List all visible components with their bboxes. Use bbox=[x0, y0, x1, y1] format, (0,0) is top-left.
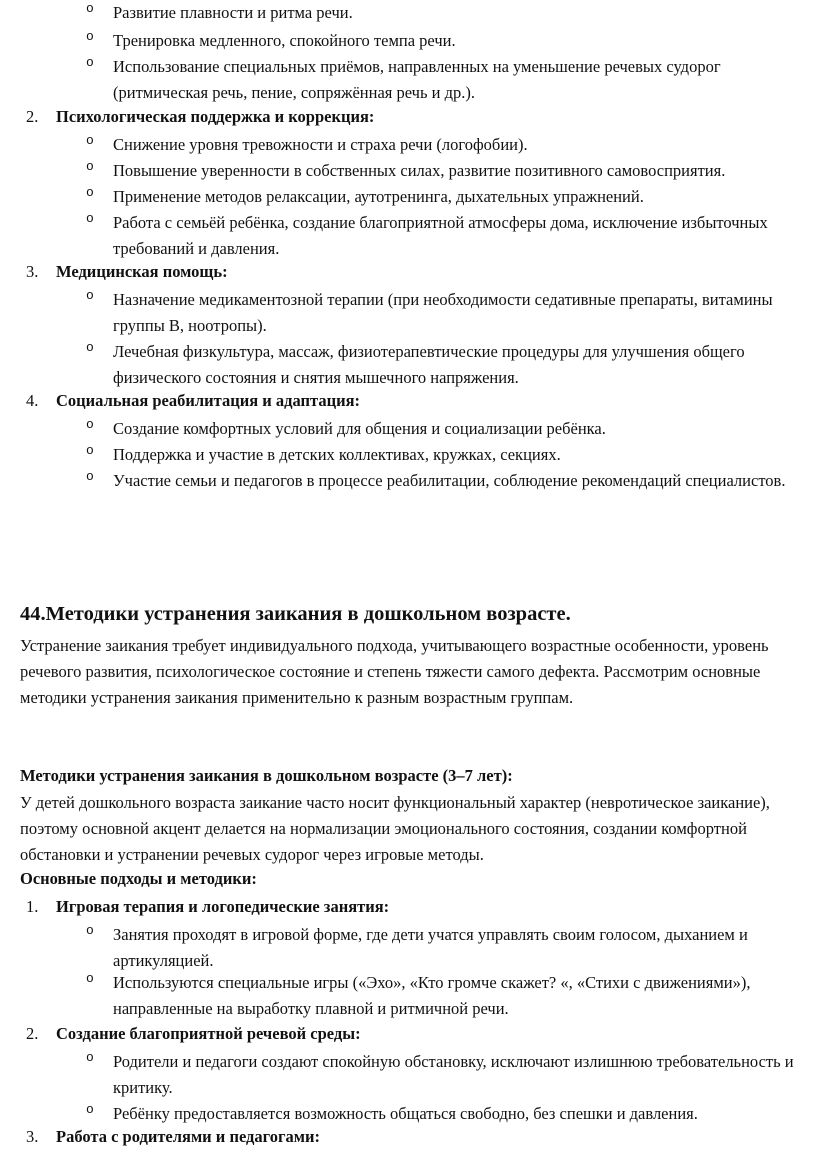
list-item-text: Занятия проходят в игровой форме, где дети учатся управлять своим голосом, дыханием и артикуляцией. bbox=[113, 925, 748, 970]
item-heading: Психологическая поддержка и коррекция: bbox=[56, 107, 375, 126]
item-number: 2. bbox=[26, 107, 39, 126]
item-number: 2. bbox=[26, 1024, 39, 1043]
sub-paragraph: У детей дошкольного возраста заикание часто носит функциональный характер (невротическое заикание), поэтому основной акцент делается на нормализации эмоционального состояния, создании комфортной обстановки и устранении речевых судорог через игровые методы. bbox=[20, 793, 770, 864]
item-number: 3. bbox=[26, 1127, 39, 1146]
bullet-icon: o bbox=[86, 133, 94, 148]
bullet-icon: o bbox=[86, 288, 94, 303]
list-item-text: Использование специальных приёмов, направленных на уменьшение речевых судорог (ритмическая речь, пение, сопряжённая речь и др.). bbox=[113, 57, 721, 102]
bullet-icon: o bbox=[86, 1, 94, 16]
item-heading: Социальная реабилитация и адаптация: bbox=[56, 391, 361, 410]
list-item-text: Создание комфортных условий для общения и социализации ребёнка. bbox=[113, 419, 606, 438]
list-item-text: Участие семьи и педагогов в процессе реабилитации, соблюдение рекомендаций специалистов. bbox=[113, 471, 786, 490]
list-item-text: Лечебная физкультура, массаж, физиотерапевтические процедуры для улучшения общего физического состояния и снятия мышечного напряжения. bbox=[113, 342, 745, 387]
list-item-text: Повышение уверенности в собственных силах, развитие позитивного самовосприятия. bbox=[113, 161, 726, 180]
list-item-text: Поддержка и участие в детских коллективах, кружках, секциях. bbox=[113, 445, 561, 464]
bullet-icon: o bbox=[86, 55, 94, 70]
section-title: 44.Методики устранения заикания в дошкольном возрасте. bbox=[20, 603, 571, 625]
bullet-icon: o bbox=[86, 340, 94, 355]
item-number: 1. bbox=[26, 897, 39, 916]
list-item-text: Используются специальные игры («Эхо», «Кто громче скажет? «, «Стихи с движениями»), направленные на выработку плавной и ритмичной речи. bbox=[113, 973, 751, 1018]
list-item-text: Развитие плавности и ритма речи. bbox=[113, 3, 353, 22]
subheading: Методики устранения заикания в дошкольном возрасте (3–7 лет): bbox=[20, 766, 513, 785]
list-item-text: Ребёнку предоставляется возможность общаться свободно, без спешки и давления. bbox=[113, 1104, 698, 1123]
bullet-icon: o bbox=[86, 469, 94, 484]
list-item-text: Снижение уровня тревожности и страха речи (логофобии). bbox=[113, 135, 528, 154]
bullet-icon: o bbox=[86, 1050, 94, 1065]
item-heading: Создание благоприятной речевой среды: bbox=[56, 1024, 361, 1043]
item-heading: Медицинская помощь: bbox=[56, 262, 228, 281]
item-number: 3. bbox=[26, 262, 39, 281]
item-heading: Работа с родителями и педагогами: bbox=[56, 1127, 320, 1146]
bullet-icon: o bbox=[86, 417, 94, 432]
item-number: 4. bbox=[26, 391, 39, 410]
list-item-text: Назначение медикаментозной терапии (при необходимости седативные препараты, витамины группы B, ноотропы). bbox=[113, 290, 773, 335]
bullet-icon: o bbox=[86, 443, 94, 458]
bullet-icon: o bbox=[86, 185, 94, 200]
bullet-icon: o bbox=[86, 1102, 94, 1117]
list-item-text: Работа с семьёй ребёнка, создание благоприятной атмосферы дома, исключение избыточных требований и давления. bbox=[113, 213, 768, 258]
bullet-icon: o bbox=[86, 211, 94, 226]
bullet-icon: o bbox=[86, 29, 94, 44]
bullet-icon: o bbox=[86, 971, 94, 986]
approaches-label: Основные подходы и методики: bbox=[20, 869, 257, 888]
bullet-icon: o bbox=[86, 159, 94, 174]
list-item-text: Тренировка медленного, спокойного темпа речи. bbox=[113, 31, 456, 50]
list-item-text: Родители и педагоги создают спокойную обстановку, исключают излишнюю требовательность и критику. bbox=[113, 1052, 794, 1097]
bullet-icon: o bbox=[86, 923, 94, 938]
item-heading: Игровая терапия и логопедические занятия: bbox=[56, 897, 390, 916]
list-item-text: Применение методов релаксации, аутотренинга, дыхательных упражнений. bbox=[113, 187, 644, 206]
intro-paragraph: Устранение заикания требует индивидуального подхода, учитывающего возрастные особенности, уровень речевого развития, психологическое состояние и степень тяжести самого дефекта. Рассмотрим основные методики устранения заикания применительно к разным возрастным группам. bbox=[20, 636, 769, 707]
